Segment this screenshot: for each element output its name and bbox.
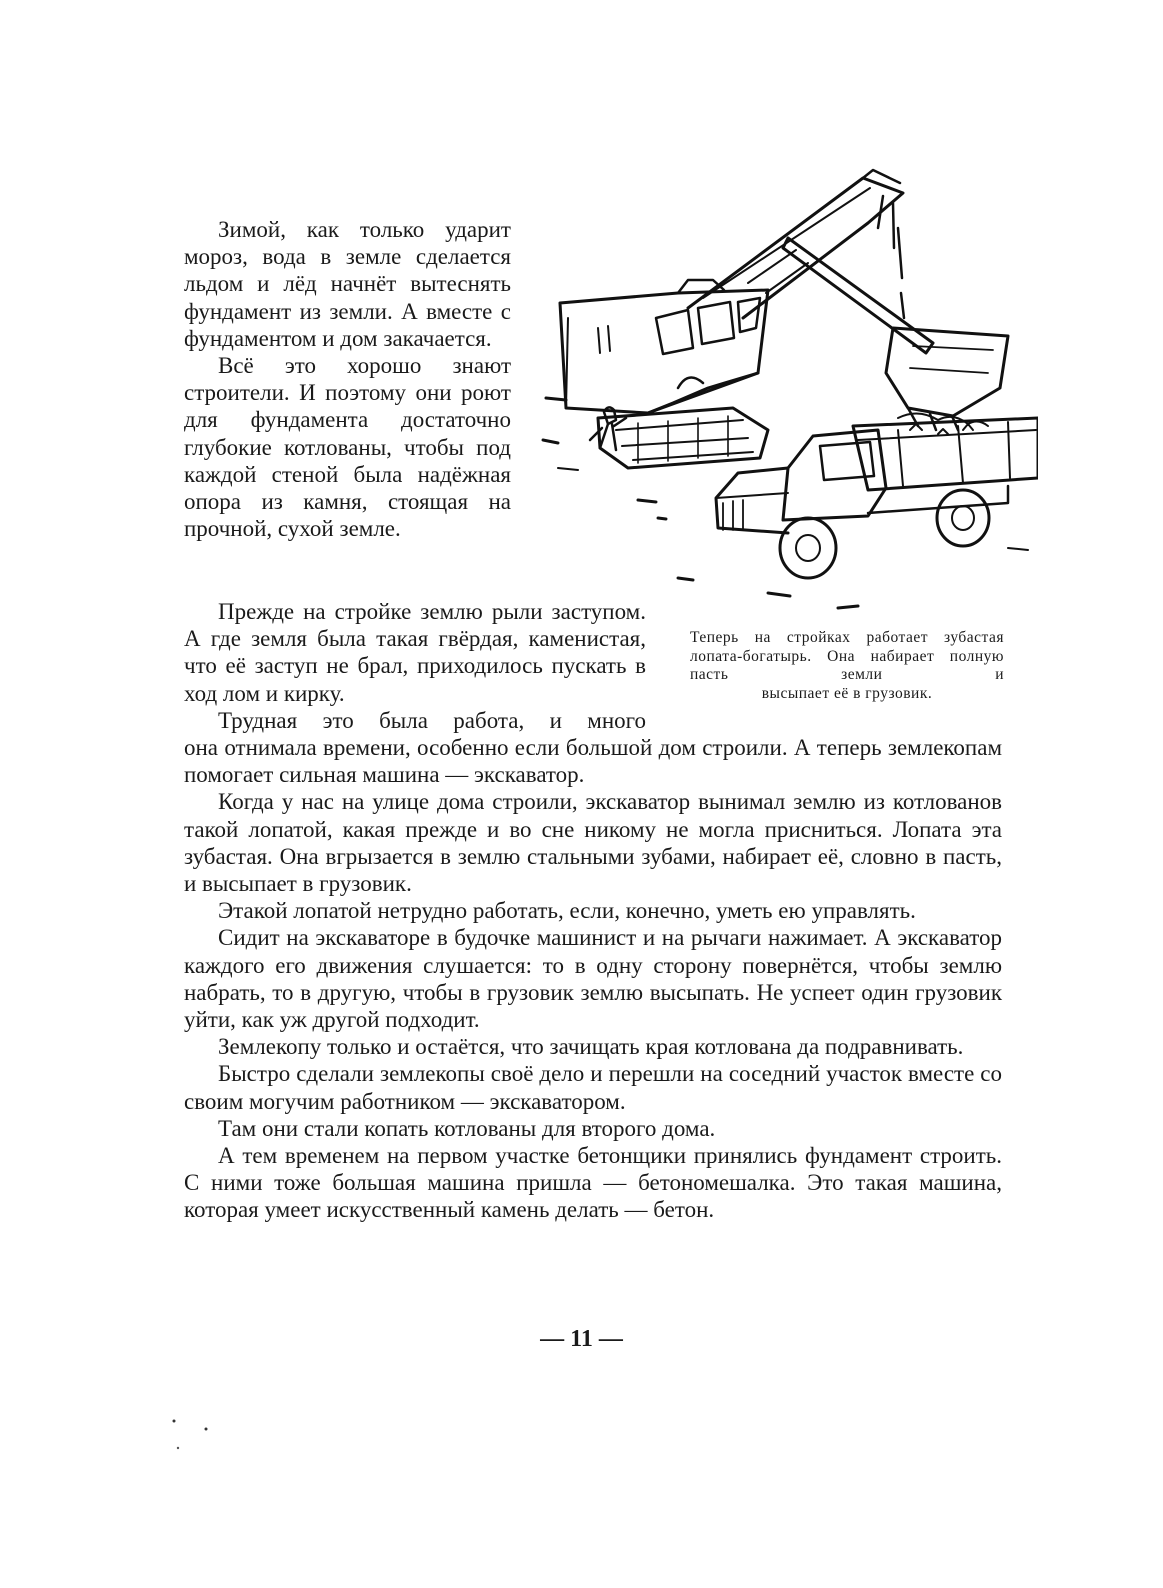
paragraph: Когда у нас на улице дома строили, экскаватор вынимал землю из котлованов такой лопатой, какая прежде и во сне никому не могла присниться. Лопата эта зубастая. Она вгрызается в землю стальными зубами, набирает её, словно в пасть, и высыпает в грузовик. <box>184 789 1002 897</box>
excavator-bucket <box>886 328 1008 416</box>
illustration-caption <box>690 629 1004 703</box>
truck-front-wheel <box>780 518 836 578</box>
text-column-narrow <box>184 216 511 542</box>
caption-text: Теперь на стройках работает зубастая лопата-богатырь. Она набирает полную пасть земли и <box>690 629 1004 683</box>
paragraph: Прежде на стройке землю рыли заступом. А где земля была такая гвёрдая, каменистая, что её заступ не брал, приходилось пускать в ход лом и кирку. <box>184 599 646 706</box>
paragraph: Там они стали копать котлованы для второго дома. <box>218 1115 716 1141</box>
paragraph: Землекопу только и остаётся, что зачищать края котлована да подравнивать. <box>218 1034 964 1060</box>
paragraph: Быстро сделали землекопы своё дело и перешли на соседний участок вместе со своим могучим работником — экскаватором. <box>184 1061 1002 1114</box>
caption-last-line: высыпает её в грузовик. <box>761 684 933 702</box>
scan-specks <box>168 1415 218 1455</box>
excavator-cab <box>560 290 768 413</box>
page-number: — 11 — <box>540 1326 623 1352</box>
text-column-full <box>184 734 1002 1224</box>
paragraph-continuation: она отнимала времени, особенно если большой дом строили. А теперь землекопам помогает сильная машина — экскаватор. <box>184 735 1002 788</box>
text-column-mid <box>184 598 646 734</box>
truck-rear-wheel <box>937 490 989 546</box>
paragraph: А тем временем на первом участке бетонщики принялись фундамент строить. С ними тоже большая машина пришла — бетономешалка. Это такая машина, которая умеет искусственный камень делать — бетон. <box>184 1143 1002 1223</box>
paragraph: Сидит на экскаваторе в будочке машинист и на рычаги нажимает. А экскаватор каждого его движения слушается: то в одну сторону повернётся, чтобы землю набрать, то в другую, чтобы в грузовик землю высыпать. Не успеет один грузовик уйти, как уж другой подходит. <box>184 925 1002 1033</box>
paragraph: Зимой, как только ударит мороз, вода в земле сделается льдом и лёд начнёт вытеснять фундамент из земли. А вместе с фундаментом и дом закачается. <box>184 217 511 351</box>
excavator-truck-illustration <box>538 168 1038 618</box>
paragraph: Всё это хорошо знают строители. И поэтому они роют для фундамента достаточно глубокие котлованы, чтобы под каждой стеной была надёжная опора из камня, стоящая на прочной, сухой земле. <box>184 353 511 542</box>
paragraph: Этакой лопатой нетрудно работать, если, конечно, уметь ею управлять. <box>218 898 916 924</box>
paragraph-start: Трудная это была работа, и много <box>218 707 646 733</box>
truck-hood <box>716 468 788 533</box>
excavator-stick <box>783 238 933 353</box>
